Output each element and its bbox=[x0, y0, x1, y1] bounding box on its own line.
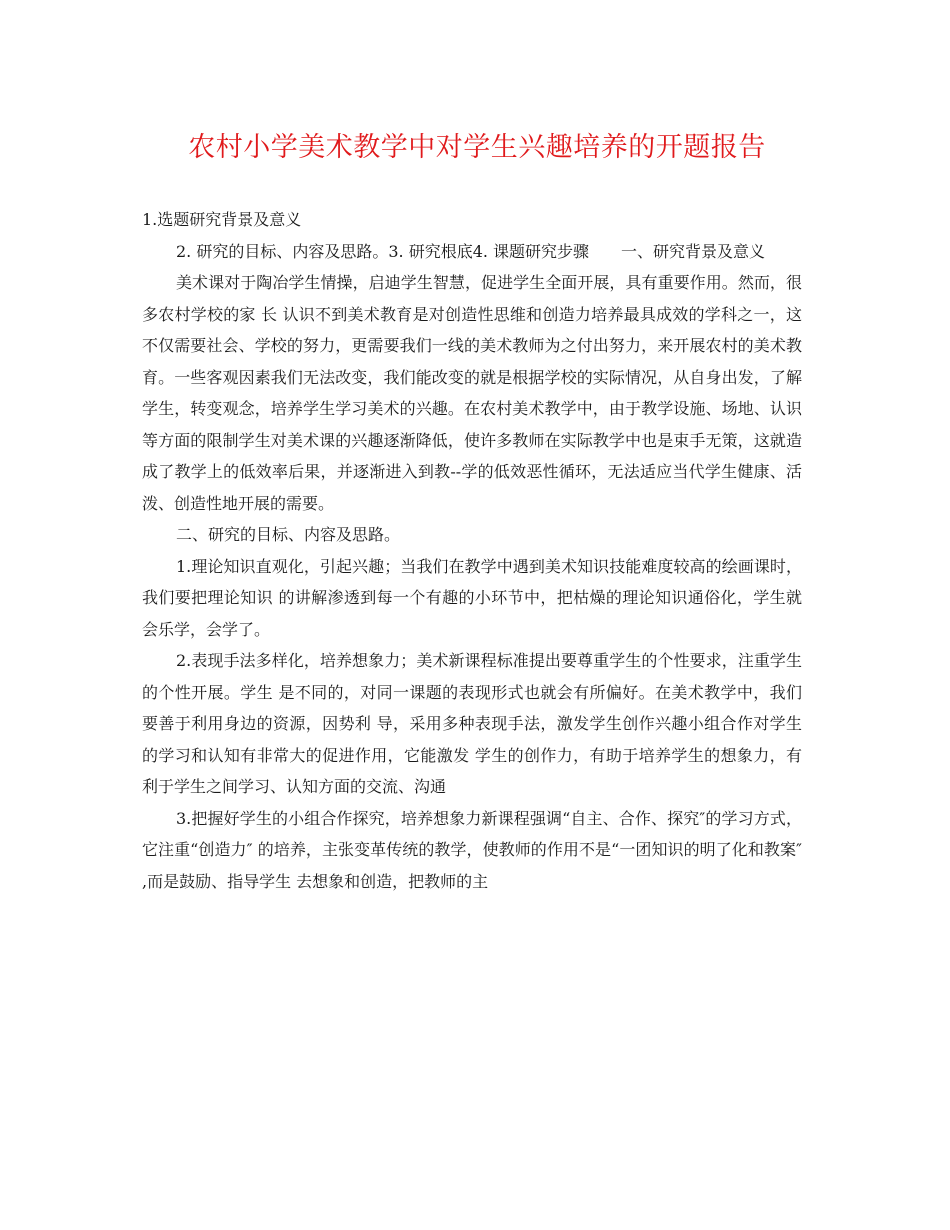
point-3-paragraph: 3.把握好学生的小组合作探究，培养想象力新课程强调“自主、合作、探究″的学习方式，它注重“创造力″ 的培养，主张变革传统的教学，使教师的作用不是“一团知识的明了化和教案″ ,而是鼓励、指导学生 去想象和创造，把教师的主 bbox=[142, 808, 802, 891]
point-1-paragraph: 1.理论知识直观化，引起兴趣；当我们在教学中遇到美术知识技能难度较高的绘画课时，我们要把理论知识 的讲解渗透到每一个有趣的小环节中，把枯燥的理论知识通俗化，学生就会乐学，会学了。 bbox=[142, 556, 802, 639]
section-heading-2: 二、研究的目标、内容及思路。 bbox=[176, 525, 401, 544]
outline-item-1: 1.选题研究背景及意义 bbox=[142, 210, 302, 229]
point-2-paragraph: 2.表现手法多样化，培养想象力；美术新课程标准提出要尊重学生的个性要求，注重学生的个性开展。学生 是不同的，对同一课题的表现形式也就会有所偏好。在美术教学中，我们要善于利用身边的资源，因势利 导，采用多种表现手法，激发学生创作兴趣小组合作对学生的学习和认知有非常大的促进作用，它能激发 学生的创作力，有助于培养学生的想象力，有利于学生之间学习、认知方面的交流、沟通 bbox=[142, 651, 802, 796]
background-paragraph: 美术课对于陶冶学生情操，启迪学生智慧，促进学生全面开展，具有重要作用。然而，很多农村学校的家 长 认识不到美术教育是对创造性思维和创造力培养最具成效的学科之一，这不仅需要社会、学校的努力，更需要我们一线的美术教师为之付出努力，来开展农村的美术教育。一些客观因素我们无法改变，我们能改变的就是根据学校的实际情况，从自身出发，了解学生，转变观念，培养学生学习美术的兴趣。在农村美术教学中，由于教学设施、场地、认识等方面的限制学生对美术课的兴趣逐渐降低，使许多教师在实际教学中也是束手无策，这就造成了教学上的低效率后果，并逐渐进入到教--学的低效恶性循环，无法适应当代学生健康、活泼、创造性地开展的需要。 bbox=[142, 273, 802, 513]
document-title: 农村小学美术教学中对学生兴趣培养的开题报告 bbox=[188, 132, 766, 163]
outline-items-2-4: 2. 研究的目标、内容及思路。3. 研究根底4. 课题研究步骤 一、研究背景及意义 bbox=[176, 241, 766, 261]
